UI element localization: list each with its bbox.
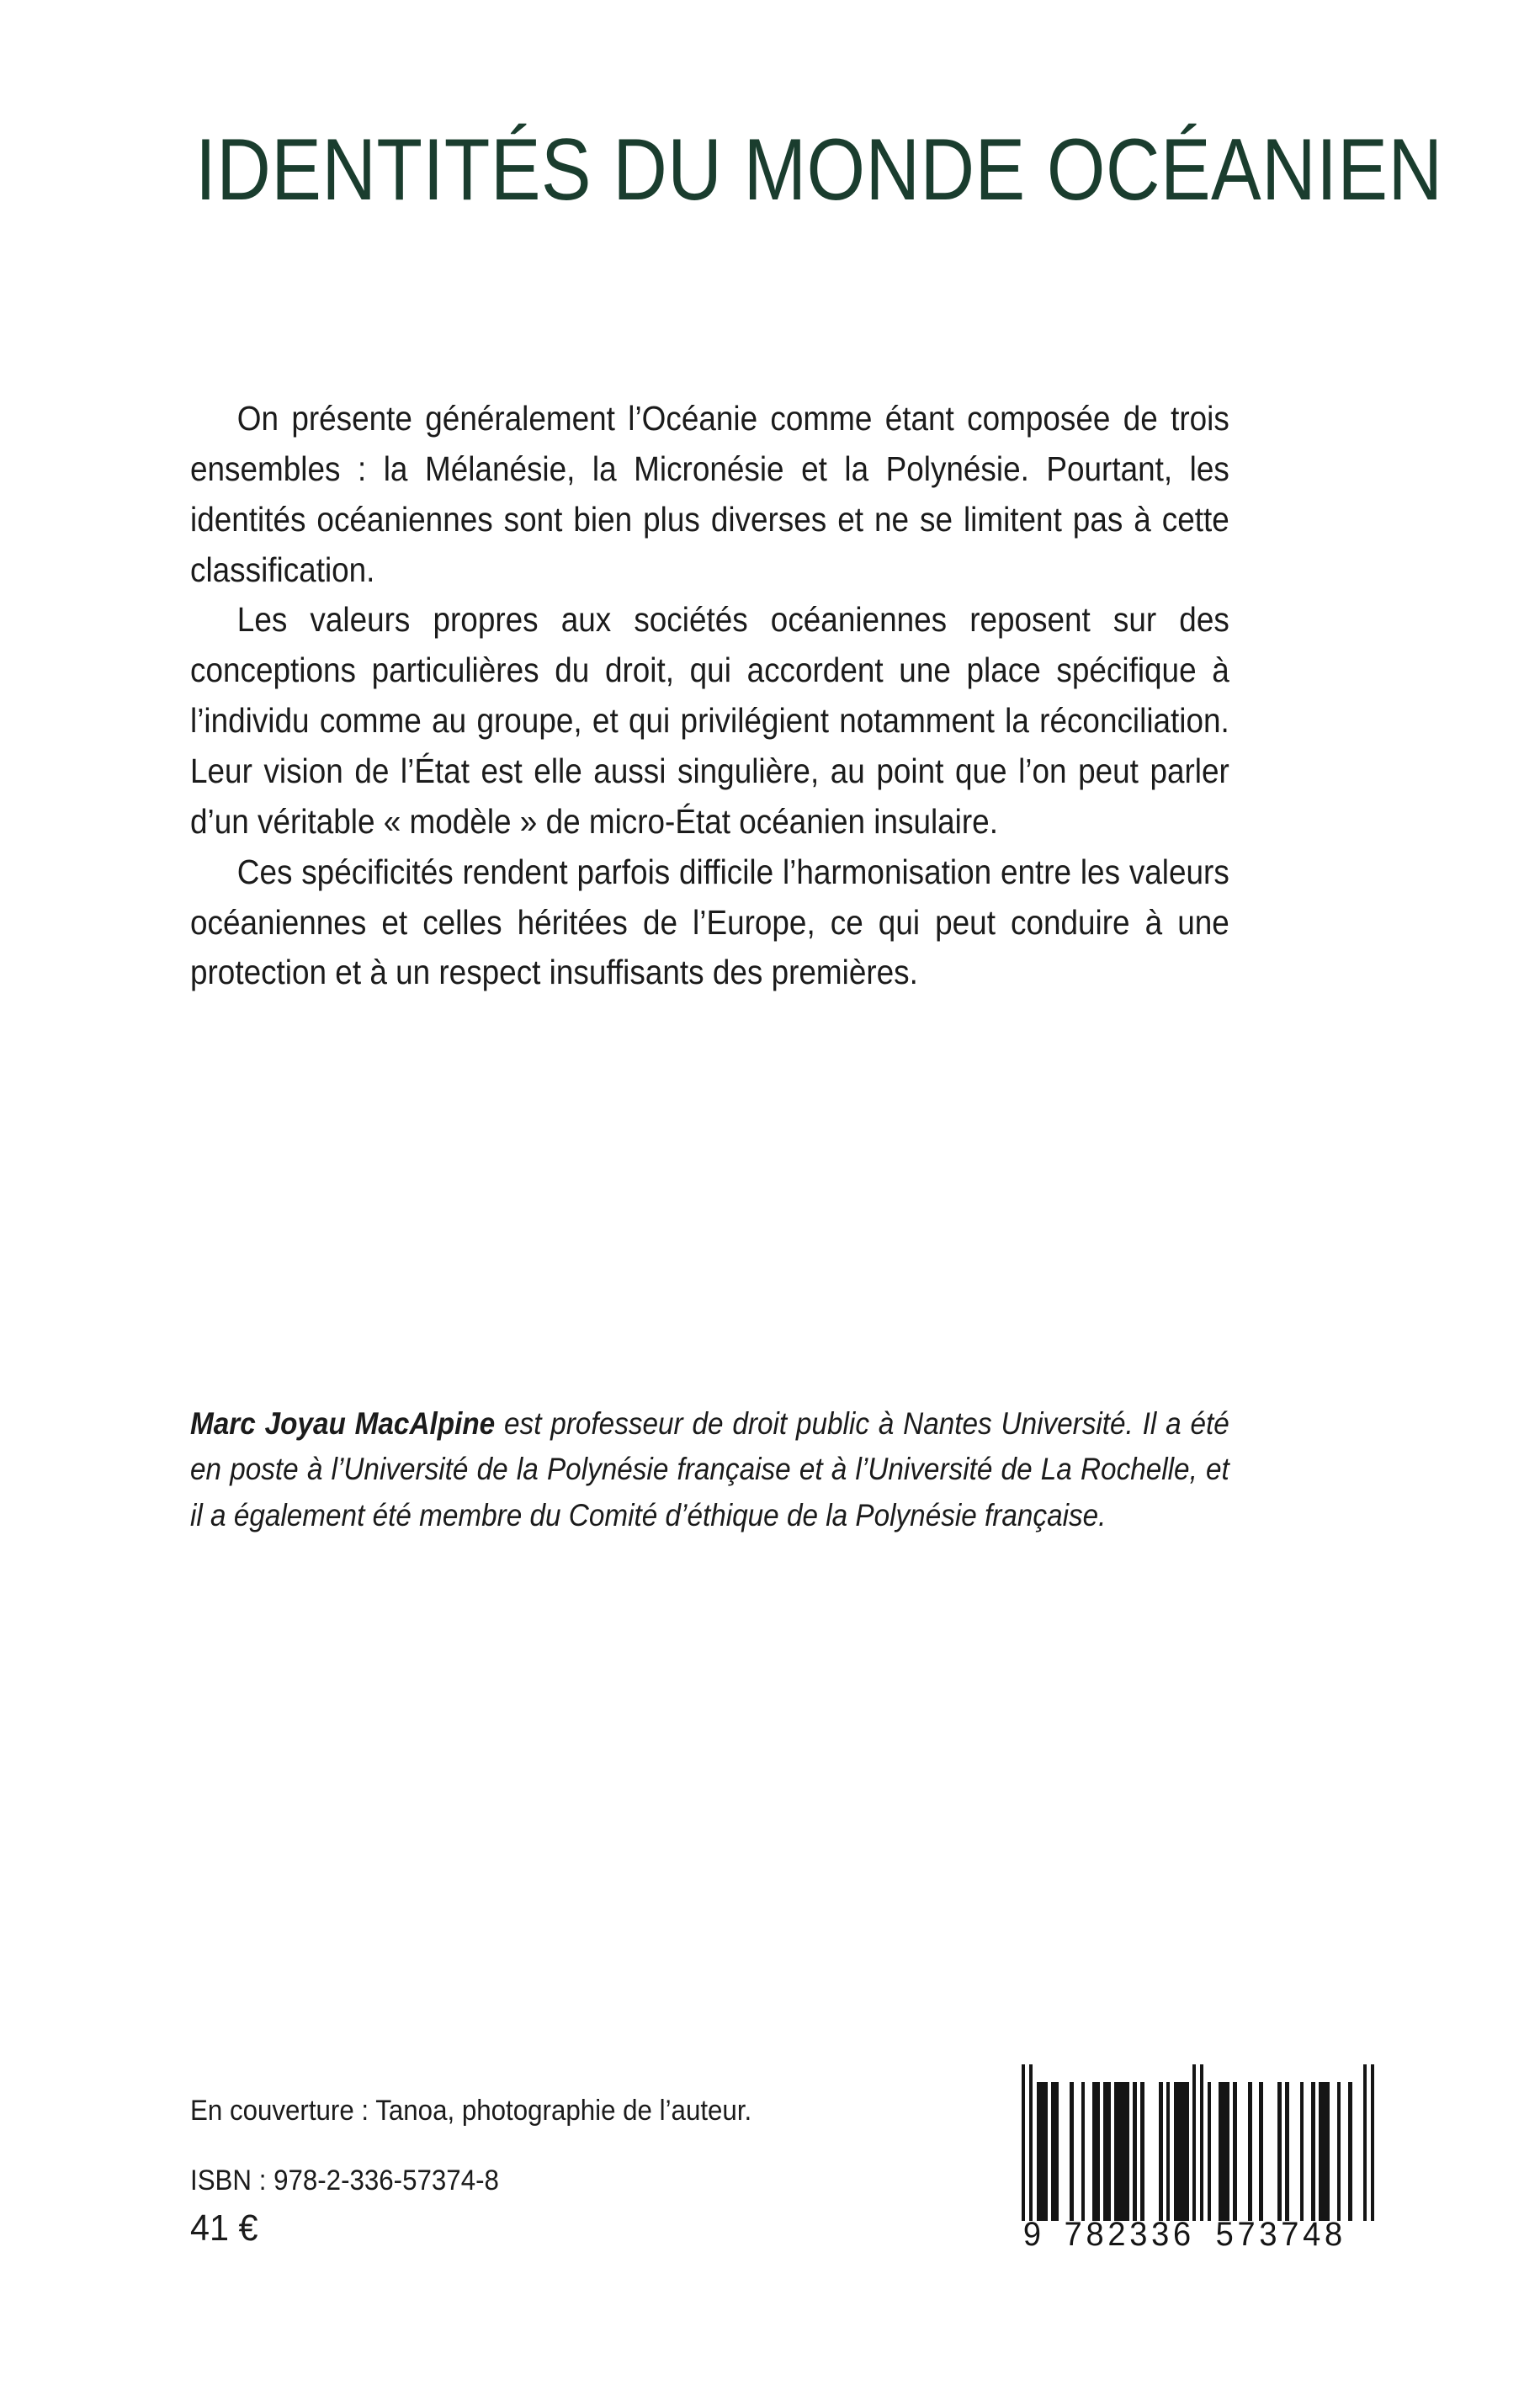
barcode-space [1085,2064,1092,2221]
barcode-bar [1114,2082,1129,2221]
barcode-space [1341,2064,1348,2221]
barcode-space [1263,2064,1278,2221]
barcode-left-group: 782336 [1064,2216,1195,2253]
blurb-text [190,394,1229,998]
blurb-paragraph-1: On présente généralement l’Océanie comme étant composée de trois ensembles : la Mélanésie, la Micronésie et la Polynésie. Pourtant, les identités océaniennes sont bien plus diverses et ne se limitent pas à cette classification. [190,399,1229,589]
barcode-space [1304,2064,1311,2221]
barcode-bar [1371,2064,1374,2221]
barcode-space [1074,2064,1081,2221]
barcode-space [1252,2064,1260,2221]
page-title: IDENTITÉS DU MONDE OCÉANIEN [195,121,1443,219]
barcode-space [1330,2064,1337,2221]
barcode-bar [1037,2082,1048,2221]
barcode-space [1059,2064,1070,2221]
barcode-right-group: 573748 [1215,2216,1346,2253]
blurb-paragraph-2: Les valeurs propres aux sociétés océaniennes reposent sur des conceptions particulières du droit, qui accordent une place spécifique à l’individu comme au groupe, et qui privilégient notamment la réconciliation. Leur vision de l’État est elle aussi singulière, au point que l’on peut parler d’un véritable « modèle » de micro-État océanien insulaire. [190,600,1229,841]
barcode-bar [1219,2082,1229,2221]
barcode-space [1352,2064,1363,2221]
barcode-space [1289,2064,1300,2221]
barcode-space [1237,2064,1248,2221]
barcode-bar [1174,2082,1189,2221]
barcode-digits [1022,2216,1357,2254]
barcode-space [1144,2064,1160,2221]
author-bio-text: est professeur de droit public à Nantes Université. Il a été en poste à l’Université de la Polynésie française et à l’Université de La Rochelle, et il a également été membre du Comité d’éthique de la Polynésie française. [190,1406,1229,1532]
barcode-bar [1092,2082,1100,2221]
cover-credit: En couverture : Tanoa, photographie de l’auteur. [190,2095,752,2127]
barcode-bar [1051,2082,1059,2221]
footer-block [190,2094,830,2249]
isbn-line: ISBN : 978-2-336-57374-8 [190,2164,499,2196]
barcode [1022,2064,1375,2254]
blurb-paragraph-3: Ces spécificités rendent parfois difficile l’harmonisation entre les valeurs océaniennes et celles héritées de l’Europe, ce qui peut conduire à une protection et à un respect insuffisants des premières. [190,852,1229,992]
author-bio-paragraph [190,1401,1229,1538]
barcode-space [1211,2064,1219,2221]
barcode-bar [1103,2082,1111,2221]
author-name: Marc Joyau MacAlpine [190,1406,496,1441]
price-line: 41 € [190,2207,258,2249]
barcode-bars [1022,2064,1375,2221]
author-biography [190,1401,1229,1538]
barcode-bar [1319,2082,1330,2221]
barcode-lead-digit: 9 [1022,2216,1045,2253]
